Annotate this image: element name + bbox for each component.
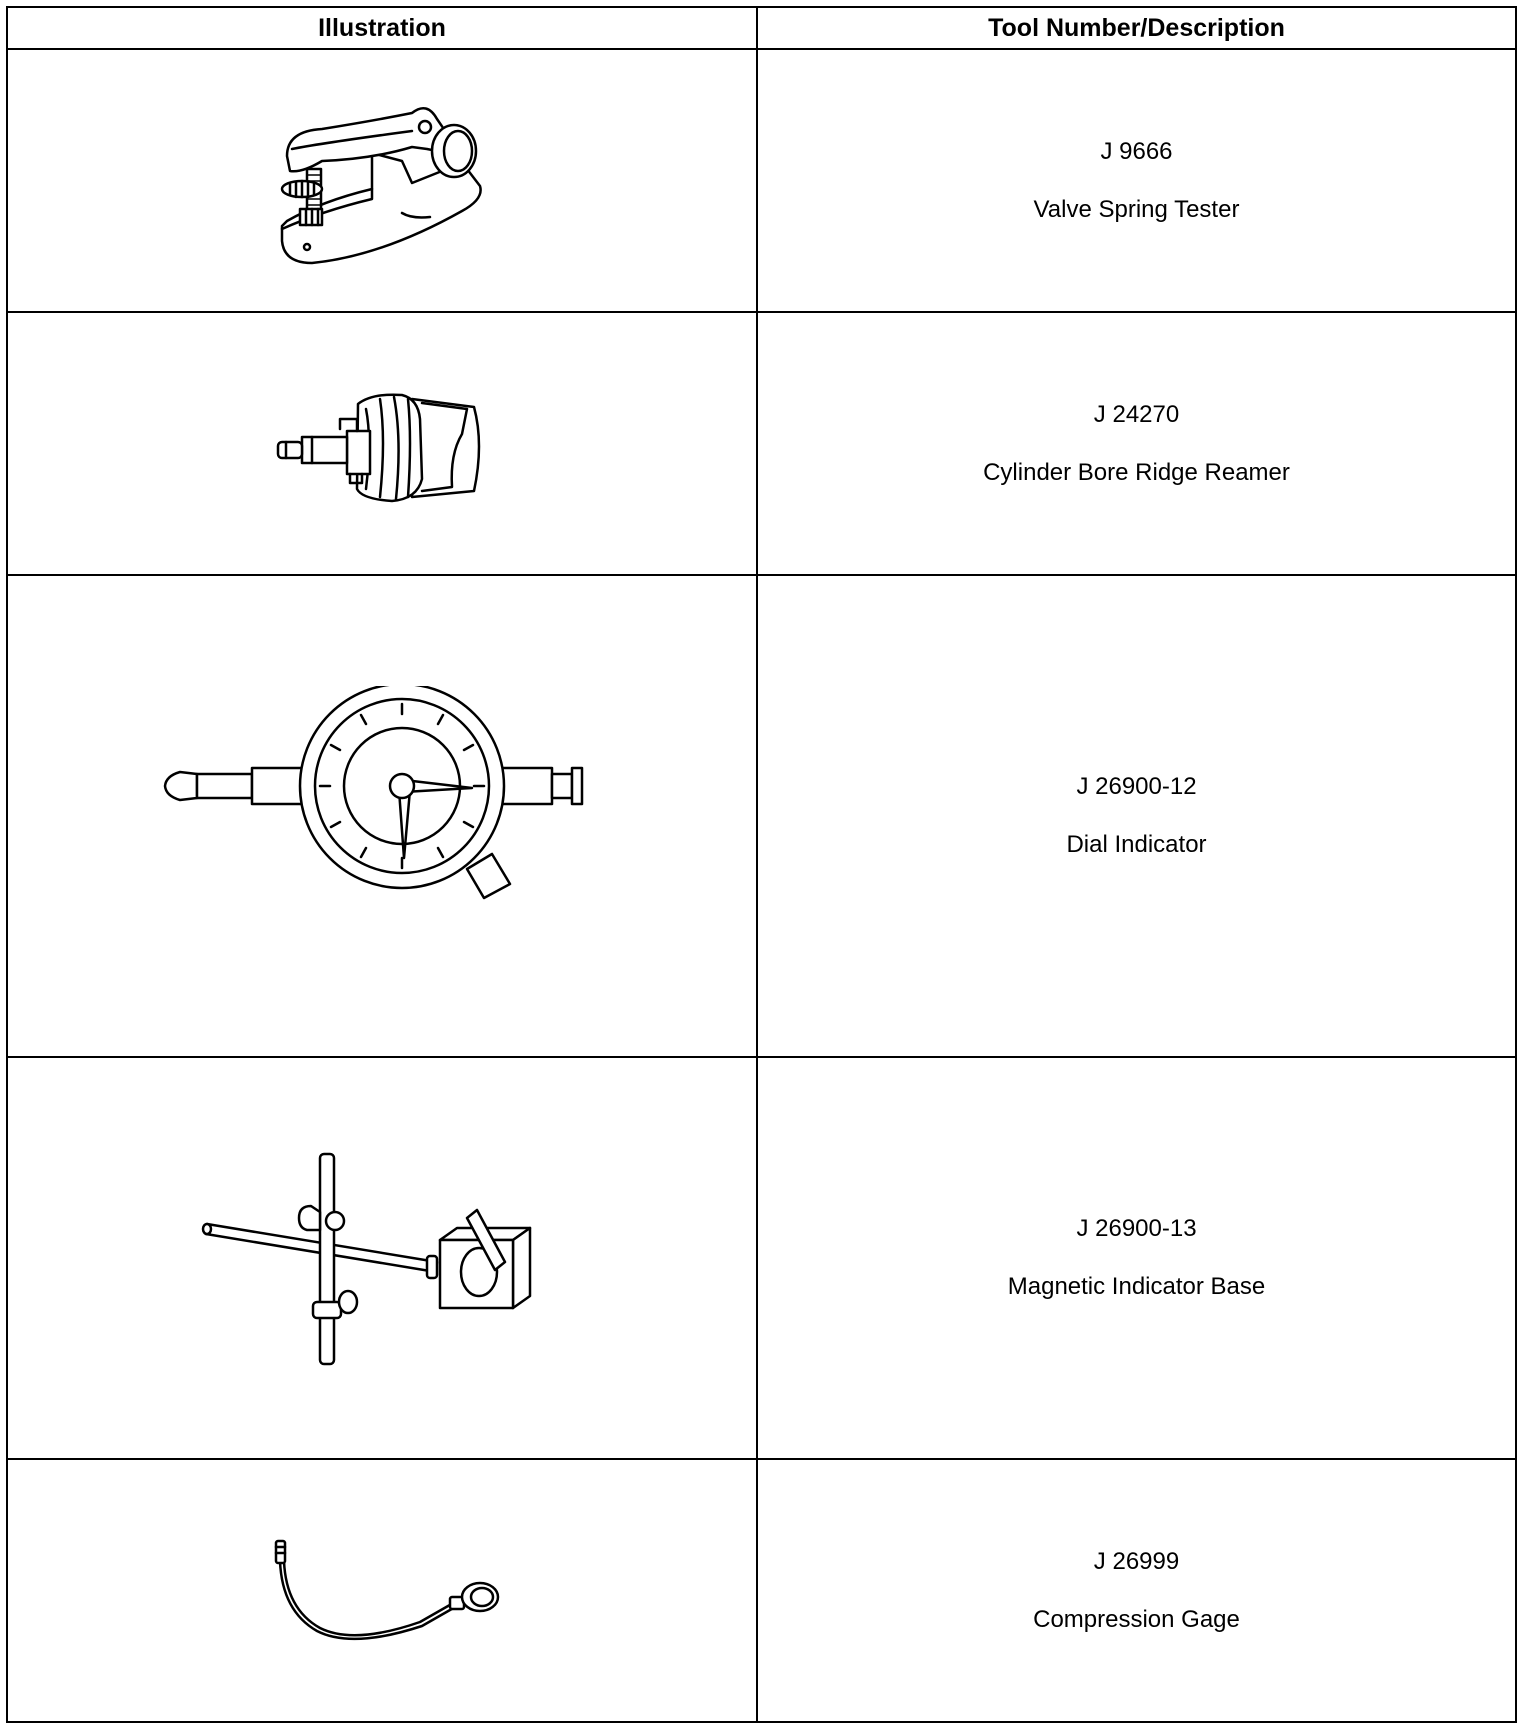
table-row — [7, 49, 1516, 312]
tool-number: J 24270 — [1093, 400, 1180, 428]
table-row — [7, 1459, 1516, 1722]
tool-cell — [757, 1459, 1516, 1722]
tool-description: Valve Spring Tester — [1033, 195, 1240, 223]
tool-cell — [757, 1057, 1516, 1459]
table-header-row — [7, 7, 1516, 49]
header-tool-description: Tool Number/Description — [757, 7, 1516, 49]
illustration-cell — [7, 1459, 757, 1722]
tool-number: J 26999 — [1093, 1547, 1180, 1575]
compression-gage-icon — [262, 1531, 502, 1651]
tool-number: J 26900-13 — [1076, 1215, 1197, 1242]
tool-number: J 9666 — [1100, 137, 1173, 165]
table-row — [7, 312, 1516, 575]
dial-indicator-icon — [152, 686, 612, 946]
tool-description: Dial Indicator — [1066, 831, 1207, 858]
illustration-cell — [7, 312, 757, 575]
valve-spring-tester-icon — [262, 91, 502, 271]
tool-cell — [757, 312, 1516, 575]
tool-description: Magnetic Indicator Base — [1007, 1273, 1266, 1300]
special-tools-table — [6, 6, 1517, 1723]
tool-number: J 26900-12 — [1076, 773, 1197, 800]
tool-cell — [757, 575, 1516, 1057]
magnetic-base-icon — [197, 1148, 567, 1368]
illustration-cell — [7, 575, 757, 1057]
table-row — [7, 575, 1516, 1057]
illustration-cell — [7, 1057, 757, 1459]
ridge-reamer-icon — [262, 379, 502, 509]
tool-cell — [757, 49, 1516, 312]
tool-description: Cylinder Bore Ridge Reamer — [983, 458, 1290, 486]
illustration-cell — [7, 49, 757, 312]
header-illustration: Illustration — [7, 7, 757, 49]
table-row — [7, 1057, 1516, 1459]
tool-description: Compression Gage — [1033, 1605, 1240, 1633]
